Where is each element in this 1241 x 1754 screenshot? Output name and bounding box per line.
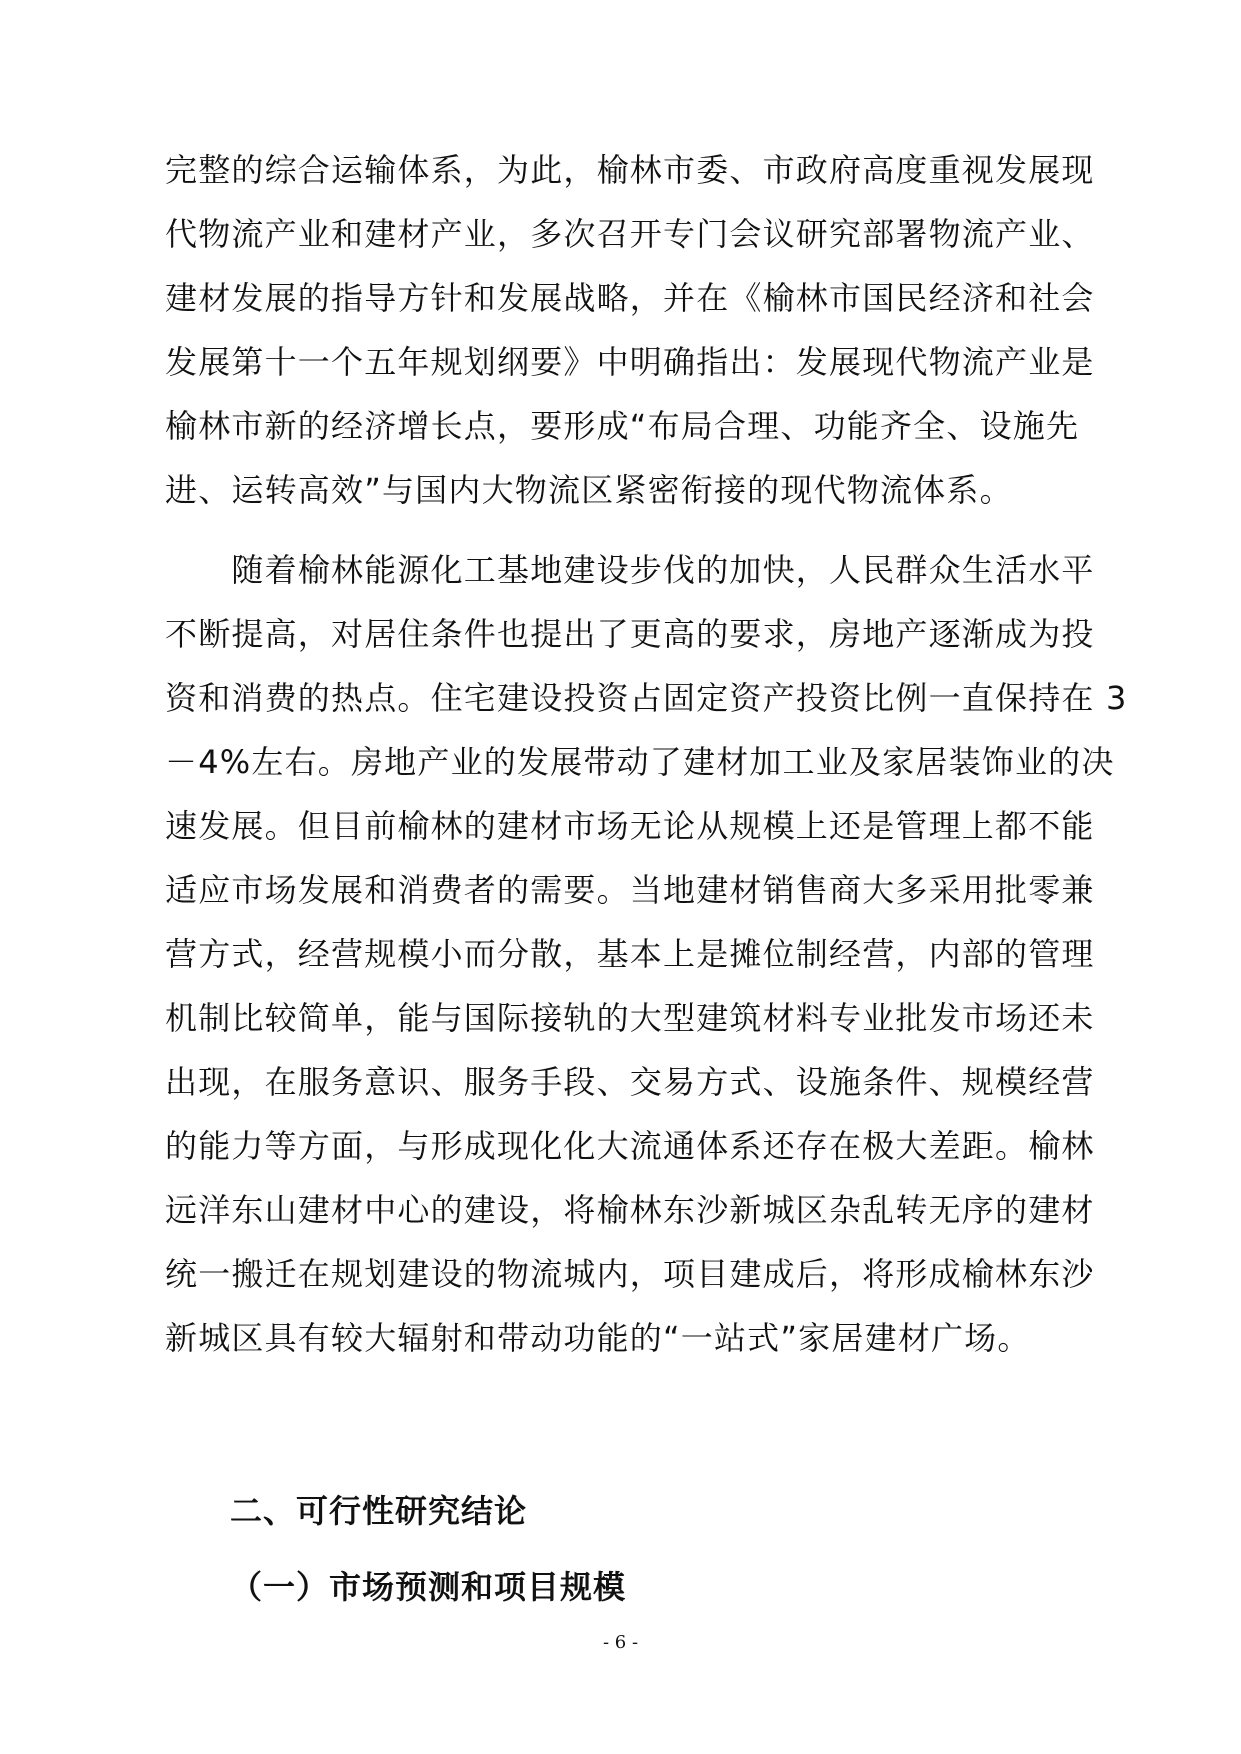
text-line: 新城区具有较大辐射和带动功能的“一站式”家居建材广场。 [165, 1319, 1031, 1357]
text-line: 机制比较简单，能与国际接轨的大型建筑材料专业批发市场还未 [165, 999, 1095, 1037]
text-line: 适应市场发展和消费者的需要。当地建材销售商大多采用批零兼 [165, 871, 1095, 909]
body-text [165, 138, 1128, 1370]
page-number: - 6 - [602, 1632, 639, 1653]
text-line: 速发展。但目前榆林的建材市场无论从规模上还是管理上都不能 [165, 807, 1095, 845]
text-line: 完整的综合运输体系，为此，榆林市委、市政府高度重视发展现 [165, 151, 1095, 189]
text-line: 营方式，经营规模小而分散，基本上是摊位制经营，内部的管理 [165, 935, 1095, 973]
text-line: 远洋东山建材中心的建设，将榆林东沙新城区杂乱转无序的建材 [165, 1191, 1095, 1229]
text-line: 出现，在服务意识、服务手段、交易方式、设施条件、规模经营 [165, 1063, 1095, 1101]
text-line: 发展第十一个五年规划纲要》中明确指出：发展现代物流产业是 [165, 343, 1095, 381]
text-line: 代物流产业和建材产业，多次召开专门会议研究部署物流产业、 [165, 215, 1095, 253]
text-line: 进、运转高效”与国内大物流区紧密衔接的现代物流体系。 [165, 471, 1013, 509]
text-line: －4%左右。房地产业的发展带动了建材加工业及家居装饰业的决 [165, 743, 1115, 781]
text-line: 资和消费的热点。住宅建设投资占固定资产投资比例一直保持在 3 [165, 679, 1128, 717]
section-heading: 二、可行性研究结论 [230, 1492, 528, 1530]
text-line: 统一搬迁在规划建设的物流城内，项目建成后，将形成榆林东沙 [165, 1255, 1095, 1293]
paragraph-spacer [165, 522, 1105, 538]
paragraph-1 [165, 138, 1105, 522]
text-line: 随着榆林能源化工基地建设步伐的加快，人民群众生活水平 [165, 551, 1095, 589]
text-line: 建材发展的指导方针和发展战略，并在《榆林市国民经济和社会 [165, 279, 1095, 317]
subsection-heading: （一）市场预测和项目规模 [230, 1568, 627, 1606]
paragraph-2 [165, 538, 1128, 1370]
text-line: 不断提高，对居住条件也提出了更高的要求，房地产逐渐成为投 [165, 615, 1095, 653]
text-line: 的能力等方面，与形成现化化大流通体系还存在极大差距。榆林 [165, 1127, 1095, 1165]
text-line: 榆林市新的经济增长点，要形成“布局合理、功能齐全、设施先 [165, 407, 1080, 445]
